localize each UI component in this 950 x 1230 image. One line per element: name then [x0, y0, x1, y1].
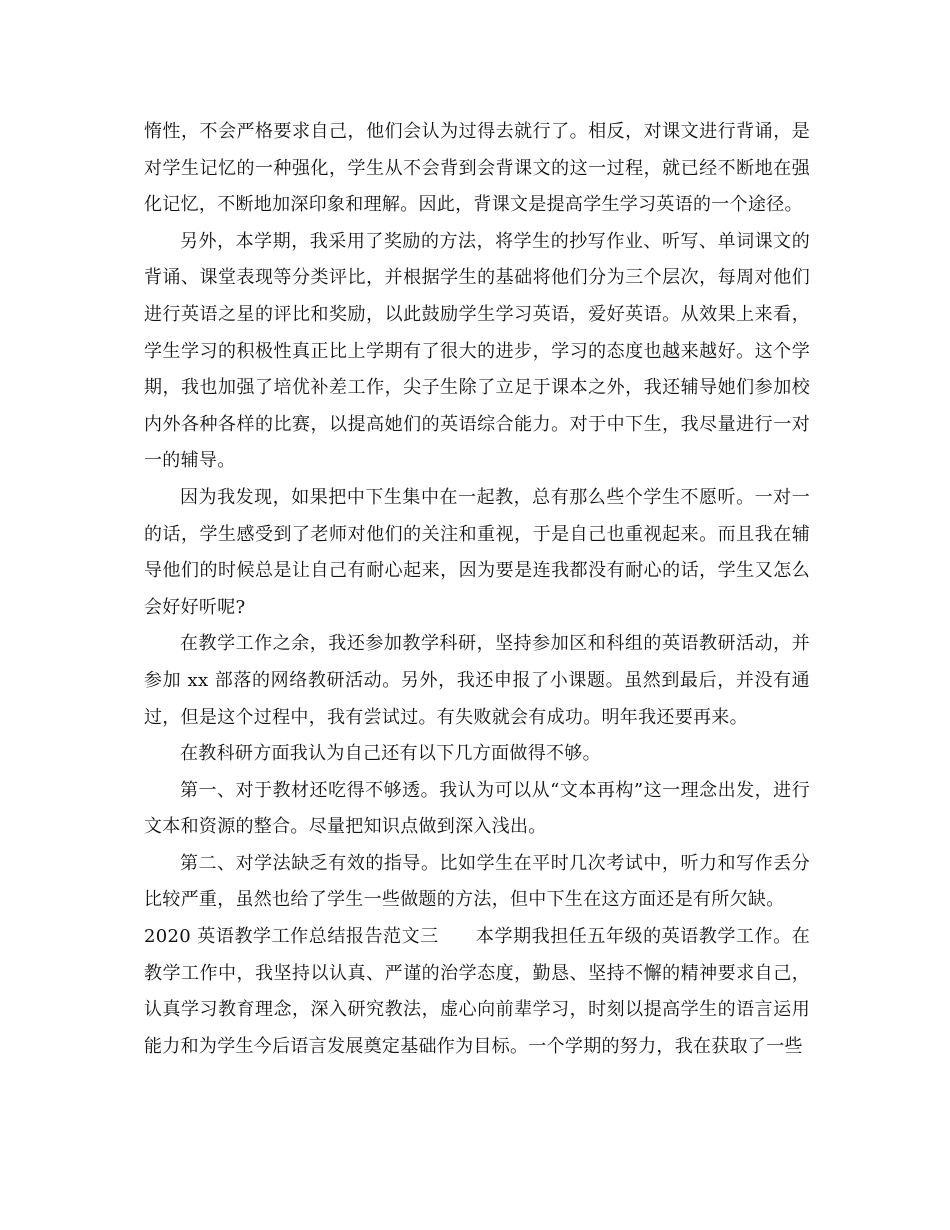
paragraph: 第二、对学法缺乏有效的指导。比如学生在平时几次考试中，听力和写作丢分比较严重，虽然也给了学生一些做题的方法，但中下生在这方面还是有所欠缺。 — [144, 852, 810, 911]
document-body — [144, 114, 810, 1065]
paragraph: 在教学工作之余，我还参加教学科研，坚持参加区和科组的英语教研活动，并参加 xx 部落的网络教研活动。另外，我还申报了小课题。虽然到最后，并没有通过，但是这个过程中，我有尝试过。有失败就会有成功。明年我还要再来。 — [144, 633, 810, 728]
paragraph: 第一、对于教材还吃得不够透。我认为可以从“文本再构”这一理念出发，进行文本和资源的整合。尽量把知识点做到深入浅出。 — [144, 779, 810, 838]
paragraph: 在教科研方面我认为自己还有以下几方面做得不够。 — [180, 743, 601, 765]
paragraph: 2020 英语教学工作总结报告范文三 本学期我担任五年级的英语教学工作。在教学工作中，我坚持以认真、严谨的治学态度，勤恳、坚持不懈的精神要求自己，认真学习教育理念，深入研究教法，虚心向前辈学习，时刻以提高学生的语言运用能力和为学生今后语言发展奠定基础作为目标。一个学期的努力，我在获取了一些 — [144, 926, 810, 1057]
paragraph: 因为我发现，如果把中下生集中在一起教，总有那么些个学生不愿听。一对一的话，学生感受到了老师对他们的关注和重视，于是自己也重视起来。而且我在辅导他们的时候总是让自己有耐心起来，因为要是连我都没有耐心的话，学生又怎么会好好听呢? — [144, 486, 810, 618]
paragraph: 另外，本学期，我采用了奖励的方法，将学生的抄写作业、听写、单词课文的背诵、课堂表现等分类评比，并根据学生的基础将他们分为三个层次，每周对他们进行英语之星的评比和奖励，以此鼓励学生学习英语，爱好英语。从效果上来看，学生学习的积极性真正比上学期有了很大的进步，学习的态度也越来越好。这个学期，我也加强了培优补差工作，尖子生除了立足于课本之外，我还辅导她们参加校内外各种各样的比赛，以提高她们的英语综合能力。对于中下生，我尽量进行一对一的辅导。 — [144, 230, 810, 472]
paragraph: 惰性，不会严格要求自己，他们会认为过得去就行了。相反，对课文进行背诵，是对学生记忆的一种强化，学生从不会背到会背课文的这一过程，就已经不断地在强化记忆，不断地加深印象和理解。因此，背课文是提高学生学习英语的一个途径。 — [144, 121, 810, 216]
